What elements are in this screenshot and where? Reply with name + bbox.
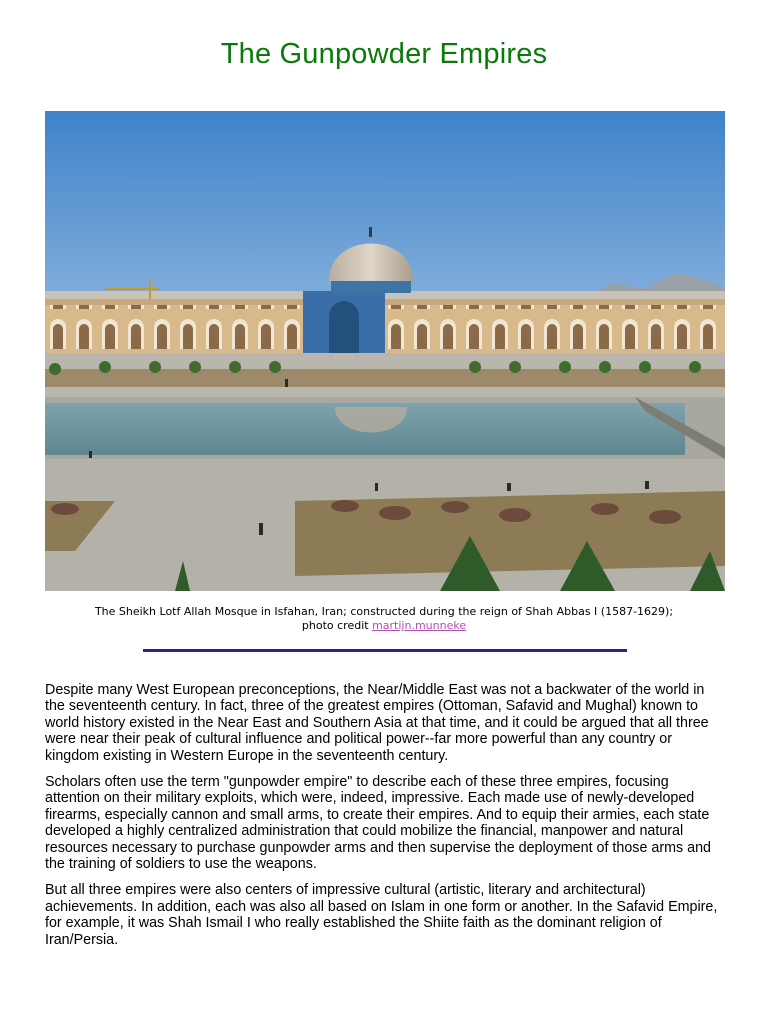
garden-bed: [295, 491, 725, 576]
dome-drum: [331, 279, 411, 293]
dome-finial: [369, 227, 372, 237]
paragraph: Scholars often use the term "gunpowder empire" to describe each of these three empires, focusing attention on their military exploits, which were, indeed, impressive. Each made use of newly-developed firearms, especially cannon and small arms, to create their empires. And to equip their armies, each state developed a highly centralized administration that could mobilize the financial, manpower and natural resources necessary to purchase gunpowder arms and then supervise the deployment of those arms and the training of soldiers to use the weapons.: [45, 774, 711, 873]
paragraph: Despite many West European preconceptions, the Near/Middle East was not a backwater of the world in the seventeenth century. In fact, three of the greatest empires (Ottoman, Safavid and Mughal) known to world history existed in the Near East and Southern Asia at that time, and it could be argued that all three were near their peak of cultural influence and political power--far more powerful than any country or kingdom existing in Western Europe in the seventeenth century.: [45, 682, 709, 764]
page-title: The Gunpowder Empires: [220, 38, 548, 70]
article-body: [45, 682, 727, 958]
caption-credit-line: [60, 619, 708, 633]
paragraph: But all three empires were also centers of impressive cultural (artistic, literary and architectural) achievements. In addition, each was also all based on Islam in one form or another. In the Safavid Empire, for example, it was Shah Ismail I who really established the Shiite faith as the dominant religion of Iran/Persia.: [45, 882, 718, 948]
section-divider: [143, 649, 627, 652]
caption-text: The Sheikh Lotf Allah Mosque in Isfahan, Iran; constructed during the reign of Shah Abbas I (1587-1629);: [94, 605, 674, 618]
portal-arch: [329, 301, 359, 353]
mosque-photo: [45, 111, 725, 591]
photo-credit-link[interactable]: martijn.munneke: [372, 619, 467, 632]
arcade-left: [45, 301, 307, 353]
photo-caption: [60, 605, 708, 633]
garden-strip-top: [45, 369, 725, 387]
caption-credit-prefix: photo credit: [301, 619, 373, 632]
arcade-right: [377, 301, 725, 353]
